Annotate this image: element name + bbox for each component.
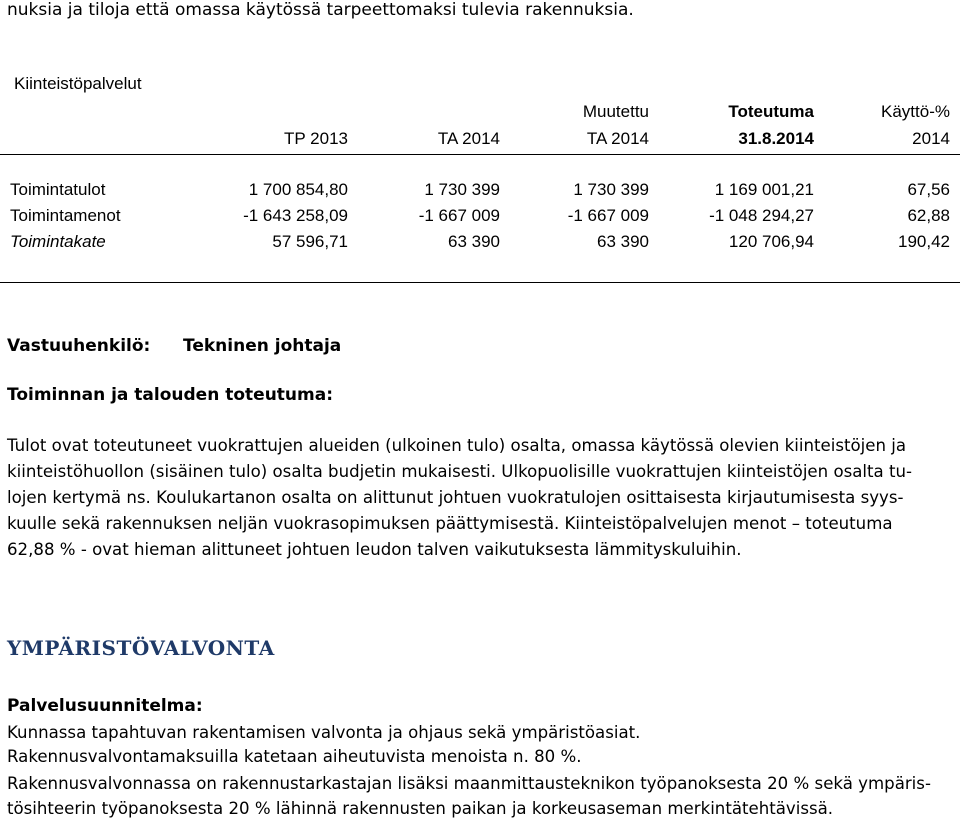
header-col-5-line1: Käyttö-% xyxy=(881,102,950,121)
cell-ta2014: 63 390 xyxy=(448,232,500,251)
cell-muutettu: 63 390 xyxy=(597,232,649,251)
header-col-3-line1: Muutettu xyxy=(582,102,649,121)
plan-line-3: Rakennusvalvonnassa on rakennustarkastajan lisäksi maanmittausteknikon työpanoksesta 20 % sekä ympäris- xyxy=(7,774,931,793)
intro-line: nuksia ja tiloja että omassa käytössä tarpeettomaksi tulevia rakennuksia. xyxy=(7,0,634,20)
cell-ta2014: -1 667 009 xyxy=(418,206,500,225)
cell-toteutuma: 120 706,94 xyxy=(728,232,814,251)
table-row-toimintamenot xyxy=(0,206,960,232)
cell-muutettu: 1 730 399 xyxy=(573,180,649,199)
realization-line-4: kuulle sekä rakennuksen neljän vuokrasopimuksen päättymisestä. Kiinteistöpalvelujen menot – toteutuma xyxy=(7,514,893,533)
table-row-toimintatulot xyxy=(0,180,960,206)
cell-muutettu: -1 667 009 xyxy=(567,206,649,225)
cell-tp2013: 1 700 854,80 xyxy=(248,180,348,199)
realization-line-1: Tulot ovat toteutuneet vuokrattujen alueiden (ulkoinen tulo) osalta, omassa käytössä olevien kiinteistöjen ja xyxy=(7,436,907,455)
plan-label: Palvelusuunnitelma: xyxy=(7,696,203,716)
cell-kaytto: 62,88 xyxy=(907,206,950,225)
row-label: Toimintamenot xyxy=(10,206,121,225)
realization-line-5: 62,88 % - ovat hieman alittuneet johtuen leudon talven vaikutuksesta lämmityskuluihin. xyxy=(7,540,742,559)
header-col-2-line2: TA 2014 xyxy=(437,129,500,148)
plan-line-2: Rakennusvalvontamaksuilla katetaan aiheutuvista menoista n. 80 %. xyxy=(7,747,582,766)
finance-table xyxy=(0,70,960,283)
table-title: Kiinteistöpalvelut xyxy=(14,74,142,93)
row-label: Toimintakate xyxy=(10,232,106,251)
header-col-3-line2: TA 2014 xyxy=(586,129,649,148)
realization-line-2: kiinteistöhuollon (sisäinen tulo) osalta budjetin mukaisesti. Ulkopuolisille vuokrattujen kiinteistöjen osalta tu- xyxy=(7,462,912,481)
section-heading: YMPÄRISTÖVALVONTA xyxy=(7,636,275,660)
cell-kaytto: 190,42 xyxy=(898,232,950,251)
plan-line-4: tösihteerin työpanoksesta 20 % lähinnä rakennusten paikan ja korkeusaseman merkintätehtävissä. xyxy=(7,799,834,818)
header-col-5-line2: 2014 xyxy=(912,129,950,148)
cell-tp2013: 57 596,71 xyxy=(272,232,348,251)
header-divider xyxy=(0,154,960,155)
table-row-toimintakate xyxy=(0,232,960,258)
responsible-label: Vastuuhenkilö: xyxy=(7,336,151,356)
header-col-4-line2: 31.8.2014 xyxy=(738,129,814,148)
cell-kaytto: 67,56 xyxy=(907,180,950,199)
row-label: Toimintatulot xyxy=(10,180,106,199)
cell-ta2014: 1 730 399 xyxy=(424,180,500,199)
header-col-4-line1: Toteutuma xyxy=(728,102,814,121)
cell-toteutuma: -1 048 294,27 xyxy=(709,206,814,225)
realization-line-3: lojen kertymä ns. Koulukartanon osalta on alittunut johtuen vuokratulojen osittaisesta kirjautumisesta syys- xyxy=(7,488,904,507)
cell-tp2013: -1 643 258,09 xyxy=(243,206,348,225)
header-col-1-line2: TP 2013 xyxy=(284,129,348,148)
plan-line-1: Kunnassa tapahtuvan rakentamisen valvonta ja ohjaus sekä ympäristöasiat. xyxy=(7,723,641,742)
realization-heading: Toiminnan ja talouden toteutuma: xyxy=(7,385,334,405)
cell-toteutuma: 1 169 001,21 xyxy=(714,180,814,199)
responsible-value: Tekninen johtaja xyxy=(183,336,342,356)
